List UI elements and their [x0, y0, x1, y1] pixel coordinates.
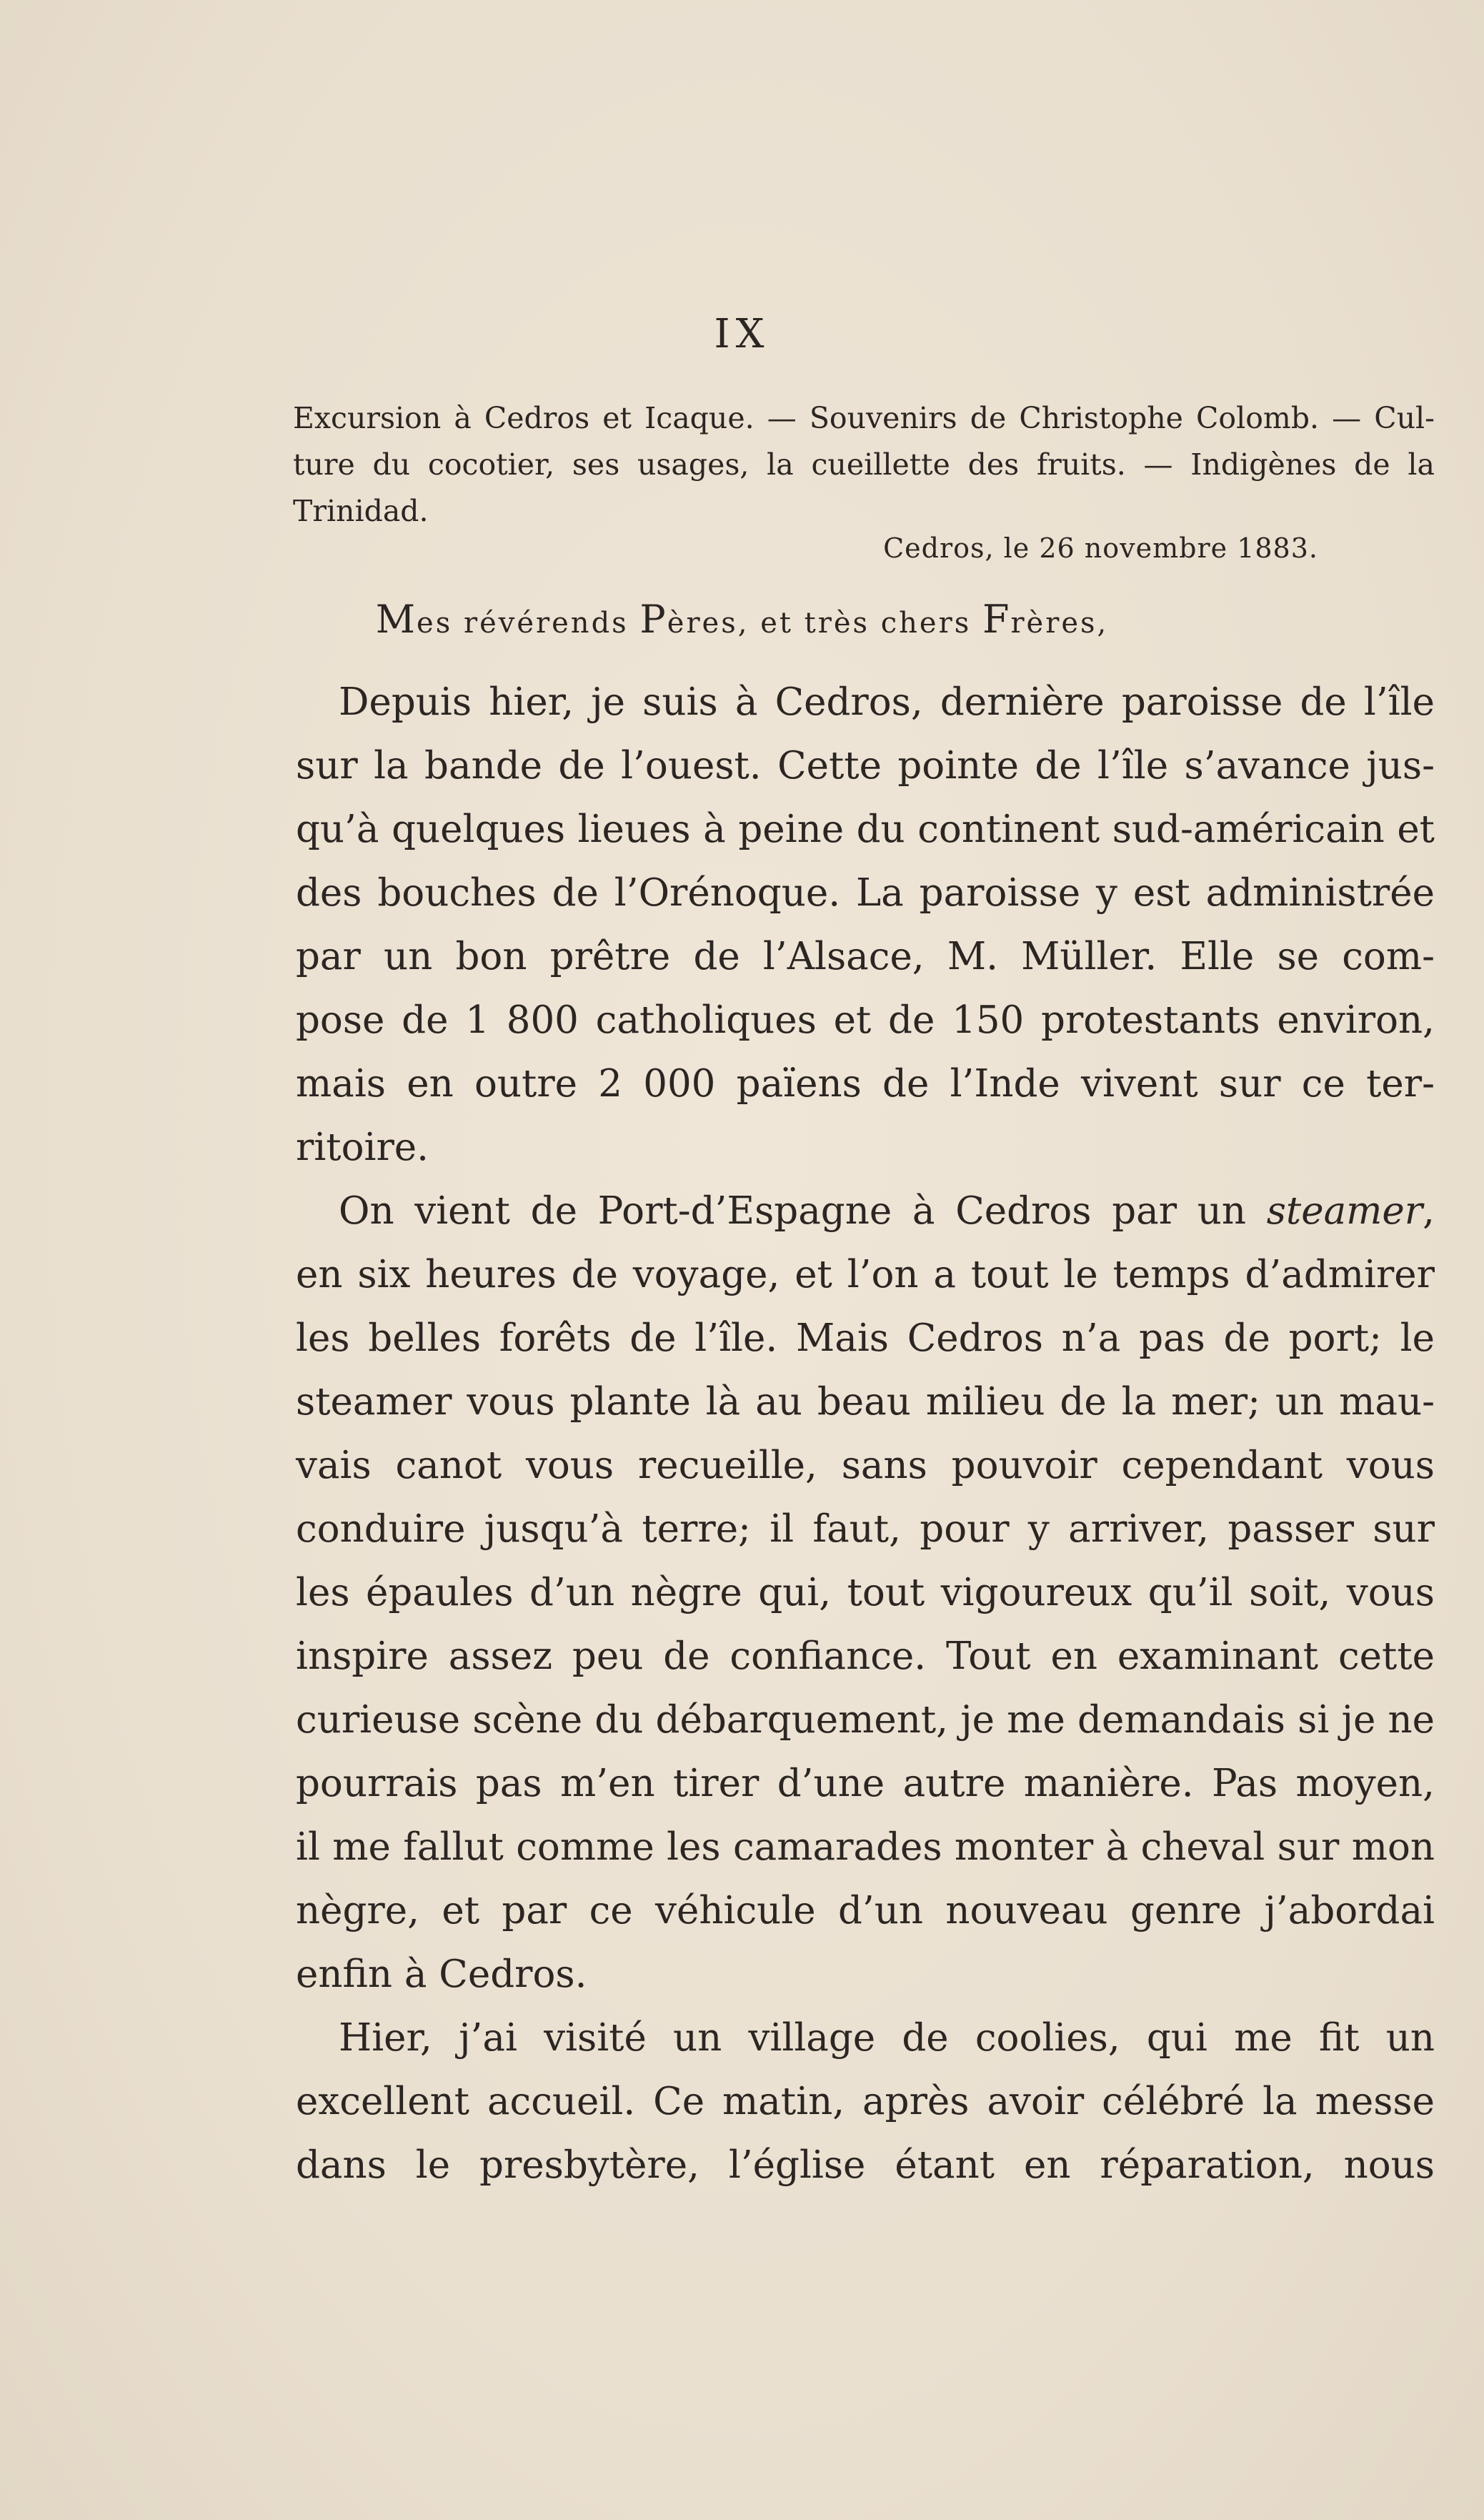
text-line: les belles forêts de l’île. Mais Cedros n’a pas de port; le — [296, 1316, 1435, 1360]
salutation-text: rères, — [1010, 607, 1109, 640]
text-line — [296, 1179, 1435, 1243]
text-line: ritoire. — [296, 1126, 429, 1169]
text-line: nègre, et par ce véhicule d’un nouveau genre j’abordai — [296, 1889, 1435, 1933]
summary-line: Trinidad. — [293, 494, 429, 528]
text-line: les épaules d’un nègre qui, tout vigoureux qu’il soit, vous — [296, 1571, 1435, 1614]
summary-line: Excursion à Cedros et Icaque. — Souvenirs de Christophe Colomb. — Cul- — [293, 401, 1435, 435]
salutation-text: ères, et très chers — [667, 607, 982, 640]
text-line: des bouches de l’Orénoque. La paroisse y est administrée — [296, 871, 1435, 915]
text-line: conduire jusqu’à terre; il faut, pour y arriver, passer sur — [296, 1507, 1435, 1551]
text-line: excellent accueil. Ce matin, après avoir célébré la messe — [296, 2080, 1435, 2123]
salutation-initial: M — [375, 597, 417, 642]
text-line: inspire assez peu de confiance. Tout en examinant cette — [296, 1634, 1435, 1678]
text-line: qu’à quelques lieues à peine du continent sud-américain et — [296, 808, 1435, 851]
text-line: mais en outre 2 000 païens de l’Inde vivent sur ce ter- — [296, 1062, 1435, 1106]
text-line: steamer vous plante là au beau milieu de la mer; un mau- — [296, 1380, 1435, 1424]
body-text — [296, 670, 1435, 2197]
chapter-number: IX — [714, 311, 770, 357]
summary-line: ture du cocotier, ses usages, la cueillette des fruits. — Indigènes de la — [293, 447, 1435, 482]
salutation — [0, 597, 1484, 642]
text-line: en six heures de voyage, et l’on a tout le temps d’admirer — [296, 1253, 1435, 1296]
text-line: par un bon prêtre de l’Alsace, M. Müller. Elle se com- — [296, 935, 1435, 978]
text-line: Hier, j’ai visité un village de coolies, qui me fit un — [339, 2016, 1435, 2060]
text-line: dans le presbytère, l’église étant en réparation, nous — [296, 2143, 1435, 2187]
salutation-initial: F — [982, 597, 1011, 642]
text-line: vais canot vous recueille, sans pouvoir cependant vous — [296, 1444, 1435, 1487]
text-line: il me fallut comme les camarades monter à cheval sur mon — [296, 1825, 1435, 1869]
chapter-summary — [293, 395, 1435, 535]
text-line: curieuse scène du débarquement, je me demandais si je ne — [296, 1698, 1435, 1742]
text-line: pose de 1 800 catholiques et de 150 protestants environ, — [296, 998, 1435, 1042]
text-line: pourrais pas m’en tirer d’une autre manière. Pas moyen, — [296, 1762, 1435, 1805]
text-run: On vient de Port-d’Espagne à Cedros par un — [339, 1189, 1267, 1233]
text-line: sur la bande de l’ouest. Cette pointe de l’île s’avance jus- — [296, 744, 1435, 788]
salutation-initial: P — [639, 597, 667, 642]
italic-word: steamer — [1266, 1189, 1423, 1233]
text-run: , — [1423, 1189, 1435, 1233]
text-line: Depuis hier, je suis à Cedros, dernière paroisse de l’île — [339, 680, 1435, 724]
text-line: enfin à Cedros. — [296, 1953, 587, 1996]
salutation-text: es révérends — [417, 607, 640, 640]
dateline: Cedros, le 26 novembre 1883. — [883, 532, 1318, 564]
